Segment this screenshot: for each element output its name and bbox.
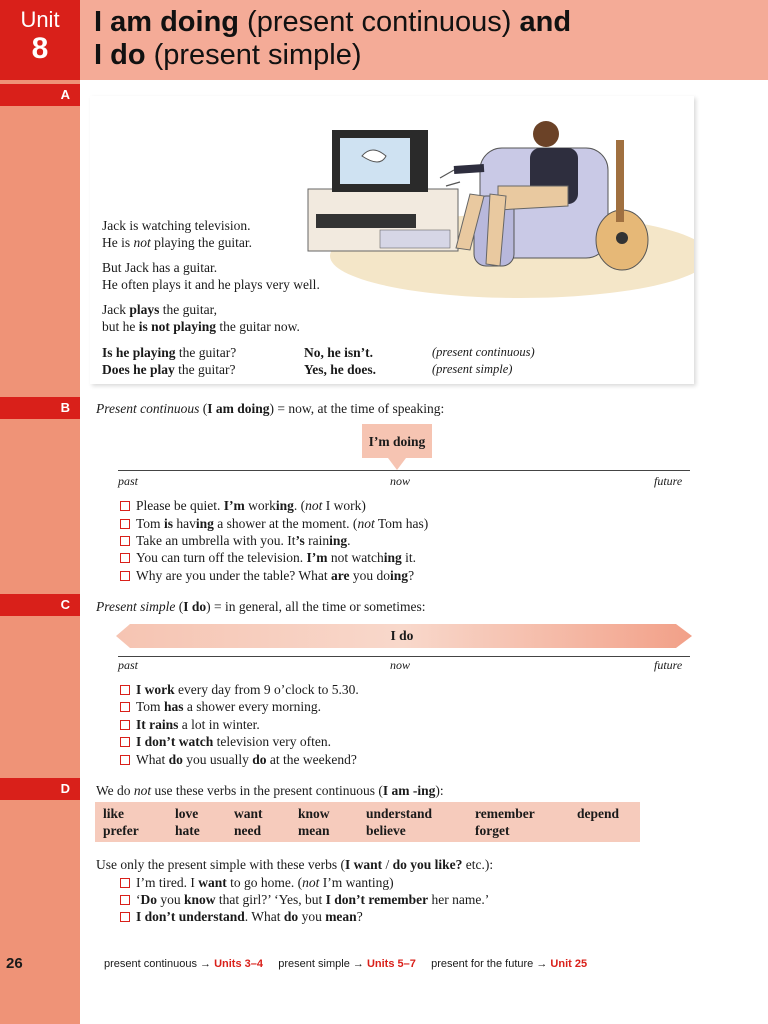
tense-label-continuous: (present continuous) — [432, 345, 535, 359]
example-d-3: I don’t understand. What do you mean? — [120, 908, 363, 925]
verb-mean: mean — [298, 823, 330, 838]
checkbox-bullet-icon — [120, 702, 130, 712]
verb-need: need — [234, 823, 261, 838]
example-b-5: Why are you under the table? What are you doing? — [120, 567, 414, 584]
section-c-intro: Present simple (I do) = in general, all the time or sometimes: — [96, 599, 426, 614]
example-d-1: I’m tired. I want to go home. (not I’m wanting) — [120, 874, 394, 891]
timeline-c — [118, 656, 690, 657]
answer-no-he-isnt: No, he isn’t. — [304, 345, 374, 360]
verb-forget: forget — [475, 823, 510, 838]
im-doing-label: I’m doing — [368, 434, 426, 449]
verb-believe: believe — [366, 823, 406, 838]
arrow-right-icon: → — [200, 958, 212, 970]
example-d-2: ‘Do you know that girl?’ ‘Yes, but I don’t remember her name.’ — [120, 891, 489, 908]
timeline-b-now: now — [390, 474, 411, 488]
checkbox-bullet-icon — [120, 912, 130, 922]
example-plays-well: He often plays it and he plays very well. — [102, 277, 320, 292]
verb-depend: depend — [577, 806, 620, 821]
section-d-usage: Use only the present simple with these verbs (I want / do you like? etc.): — [96, 857, 494, 872]
checkbox-bullet-icon — [120, 553, 130, 563]
page-header — [80, 0, 768, 80]
section-a-marker: A — [0, 84, 80, 106]
section-a-panel — [90, 96, 694, 384]
section-b-intro: Present continuous (I am doing) = now, at the time of speaking: — [96, 401, 445, 416]
example-b-4: You can turn off the television. I’m not watching it. — [120, 549, 416, 566]
i-do-label: I do — [390, 628, 414, 643]
example-c-1: I work every day from 9 o’clock to 5.30. — [120, 681, 359, 698]
timeline-b-past: past — [118, 474, 139, 488]
checkbox-bullet-icon — [120, 519, 130, 529]
checkbox-bullet-icon — [120, 536, 130, 546]
arrow-right-icon: → — [536, 958, 548, 970]
example-c-2: Tom has a shower every morning. — [120, 698, 321, 715]
xref-future-label: present for the future — [431, 958, 534, 970]
verb-like: like — [103, 806, 125, 821]
verb-prefer: prefer — [103, 823, 139, 838]
tense-label-simple: (present simple) — [432, 362, 513, 376]
example-b-2: Tom is having a shower at the moment. (not Tom has) — [120, 515, 428, 532]
section-c-marker: C — [0, 594, 80, 616]
checkbox-bullet-icon — [120, 685, 130, 695]
example-c-3: It rains a lot in winter. — [120, 716, 260, 733]
unit-badge — [0, 0, 80, 80]
checkbox-bullet-icon — [120, 755, 130, 765]
section-d-intro: We do not use these verbs in the present continuous (I am -ing): — [96, 783, 444, 798]
unit-word: Unit — [20, 7, 60, 32]
footer-cross-references — [104, 958, 587, 970]
verb-love: love — [175, 806, 199, 821]
checkbox-bullet-icon — [120, 501, 130, 511]
section-b-marker: B — [0, 397, 80, 419]
example-b-1: Please be quiet. I’m working. (not I work) — [120, 497, 366, 514]
example-not-playing: He is not playing the guitar. — [102, 235, 252, 250]
example-jack-watching: Jack is watching television. — [102, 218, 251, 233]
example-b-3: Take an umbrella with you. It’s raining. — [120, 532, 351, 549]
example-c-4: I don’t watch television very often. — [120, 733, 331, 750]
arrow-right-icon: → — [352, 958, 364, 970]
timeline-b-future: future — [654, 474, 683, 488]
question-is-he-playing: Is he playing the guitar? — [102, 345, 237, 360]
question-does-he-play: Does he play the guitar? — [102, 362, 236, 377]
xref-continuous-label: present continuous — [104, 958, 197, 970]
answer-yes-he-does: Yes, he does. — [304, 362, 377, 377]
verb-remember: remember — [475, 806, 535, 821]
checkbox-bullet-icon — [120, 895, 130, 905]
stative-verbs-table — [95, 802, 640, 842]
example-c-5: What do you usually do at the weekend? — [120, 751, 357, 768]
verb-want: want — [234, 806, 263, 821]
checkbox-bullet-icon — [120, 737, 130, 747]
xref-future-link[interactable]: Unit 25 — [550, 958, 588, 970]
verb-hate: hate — [175, 823, 200, 838]
timeline-b — [118, 470, 690, 471]
unit-number: 8 — [31, 32, 49, 65]
xref-simple-link[interactable]: Units 5–7 — [366, 958, 416, 970]
example-not-playing-now: but he is not playing the guitar now. — [102, 319, 300, 334]
example-has-guitar: But Jack has a guitar. — [102, 260, 218, 275]
xref-simple-label: present simple — [278, 958, 350, 970]
checkbox-bullet-icon — [120, 720, 130, 730]
timeline-c-now: now — [390, 658, 411, 672]
verb-understand: understand — [366, 806, 433, 821]
sidebar — [0, 0, 80, 1024]
checkbox-bullet-icon — [120, 571, 130, 581]
timeline-c-future: future — [654, 658, 683, 672]
example-jack-plays: Jack plays the guitar, — [102, 302, 217, 317]
section-d-marker: D — [0, 778, 80, 800]
page-number: 26 — [6, 955, 23, 972]
timeline-c-past: past — [118, 658, 139, 672]
checkbox-bullet-icon — [120, 878, 130, 888]
verb-know: know — [298, 806, 330, 821]
page-title: I am doing (present continuous) and I do (present simple) — [94, 6, 572, 71]
xref-continuous-link[interactable]: Units 3–4 — [214, 958, 263, 970]
